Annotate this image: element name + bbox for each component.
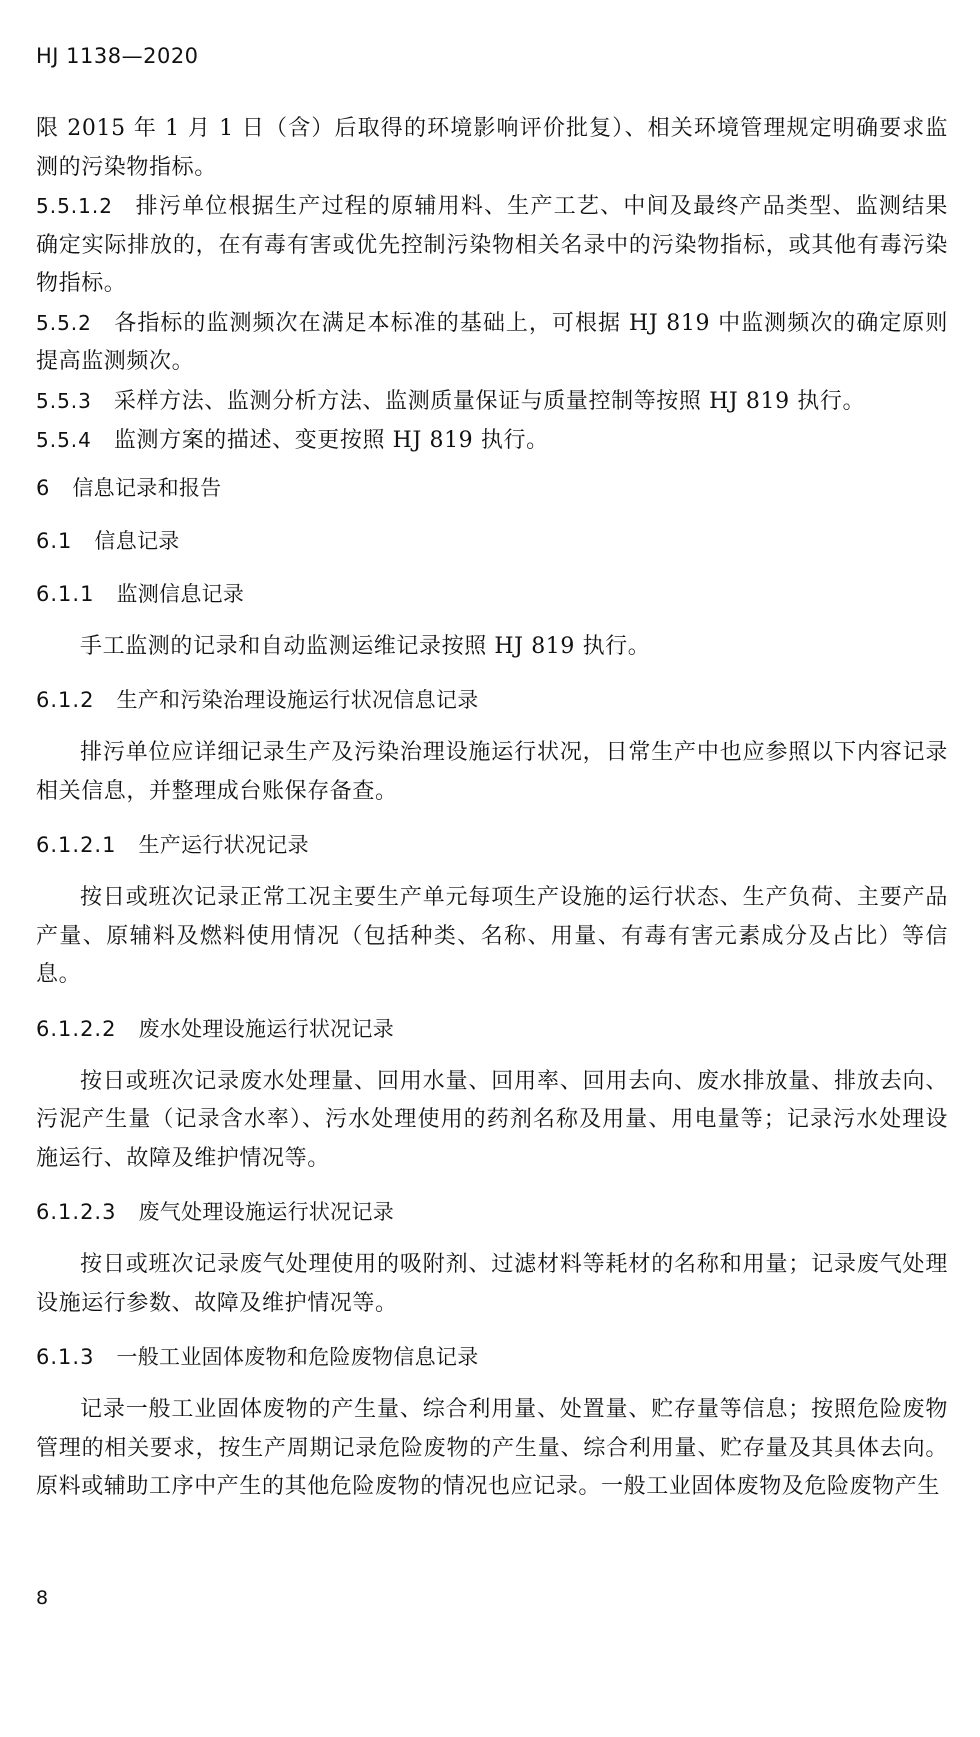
section-title: 生产和污染治理设施运行状况信息记录 — [116, 688, 479, 712]
section-title: 一般工业固体废物和危险废物信息记录 — [116, 1345, 479, 1369]
document-body — [36, 110, 948, 1507]
section-number: 6.1 — [36, 528, 73, 553]
section-number: 6.1.1 — [36, 581, 95, 606]
section-number: 6 — [36, 475, 51, 500]
section-title: 废水处理设施运行状况记录 — [138, 1016, 395, 1041]
clause-number: 5.5.3 — [36, 388, 92, 413]
section-heading-6-1-2-1 — [36, 826, 948, 864]
standard-number-header: HJ 1138—2020 — [36, 44, 199, 68]
clause-text: 监测方案的描述、变更按照 HJ 819 执行。 — [113, 428, 549, 453]
section-number: 6.1.2 — [36, 688, 95, 712]
section-title: 监测信息记录 — [116, 581, 245, 606]
section-title: 信息记录 — [94, 528, 180, 553]
section-body-6-1-2: 排污单位应详细记录生产及污染治理设施运行状况，日常生产中也应参照以下内容记录相关信息，并整理成台账保存备查。 — [36, 740, 948, 804]
clause-number: 5.5.1.2 — [36, 194, 113, 218]
section-body-6-1-2-3: 按日或班次记录废气处理使用的吸附剂、过滤材料等耗材的名称和用量；记录废气处理设施运行参数、故障及维护情况等。 — [36, 1252, 948, 1316]
section-title: 信息记录和报告 — [72, 475, 222, 500]
clause-5-5-4 — [36, 421, 948, 461]
page-number: 8 — [36, 1587, 49, 1609]
section-number: 6.1.3 — [36, 1345, 95, 1369]
section-heading-6-1-2-2 — [36, 1010, 948, 1048]
section-body-6-1-2-2: 按日或班次记录废水处理量、回用水量、回用率、回用去向、废水排放量、排放去向、污泥产生量（记录含水率）、污水处理使用的药剂名称及用量、用电量等；记录污水处理设施运行、故障及维护情况等。 — [36, 1068, 948, 1171]
clause-number: 5.5.2 — [36, 310, 92, 335]
section-number: 6.1.2.1 — [36, 833, 117, 857]
clause-5-5-2 — [36, 304, 948, 382]
section-number: 6.1.2.3 — [36, 1200, 117, 1224]
section-heading-6 — [36, 469, 948, 507]
section-heading-6-1-3 — [36, 1338, 948, 1376]
paragraph-continued: 限 2015 年 1 月 1 日（含）后取得的环境影响评价批复）、相关环境管理规定明确要求监测的污染物指标。 — [36, 116, 948, 180]
clause-5-5-1-2 — [36, 187, 948, 304]
section-heading-6-1 — [36, 522, 948, 560]
section-title: 废气处理设施运行状况记录 — [138, 1200, 395, 1224]
section-body-6-1-2-1: 按日或班次记录正常工况主要生产单元每项生产设施的运行状态、生产负荷、主要产品产量、原辅料及燃料使用情况（包括种类、名称、用量、有毒有害元素成分及占比）等信息。 — [36, 885, 948, 987]
clause-5-5-3 — [36, 382, 948, 422]
section-body-6-1-3: 记录一般工业固体废物的产生量、综合利用量、处置量、贮存量等信息；按照危险废物管理的相关要求，按生产周期记录危险废物的产生量、综合利用量、贮存量及其具体去向。原料或辅助工序中产生的其他危险废物的情况也应记录。一般工业固体废物及危险废物产生 — [36, 1397, 948, 1499]
clause-text: 各指标的监测频次在满足本标准的基础上，可根据 HJ 819 中监测频次的确定原则提高监测频次。 — [36, 310, 948, 374]
clause-text: 排污单位根据生产过程的原辅用料、生产工艺、中间及最终产品类型、监测结果确定实际排放的，在有毒有害或优先控制污染物相关名录中的污染物指标，或其他有毒污染物指标。 — [36, 194, 948, 296]
section-heading-6-1-2 — [36, 681, 948, 719]
section-body-6-1-1: 手工监测的记录和自动监测运维记录按照 HJ 819 执行。 — [80, 633, 651, 659]
section-heading-6-1-1 — [36, 575, 948, 613]
clause-number: 5.5.4 — [36, 428, 92, 452]
clause-text: 采样方法、监测分析方法、监测质量保证与质量控制等按照 HJ 819 执行。 — [113, 388, 866, 414]
section-heading-6-1-2-3 — [36, 1193, 948, 1231]
section-number: 6.1.2.2 — [36, 1016, 117, 1041]
section-title: 生产运行状况记录 — [138, 833, 309, 857]
